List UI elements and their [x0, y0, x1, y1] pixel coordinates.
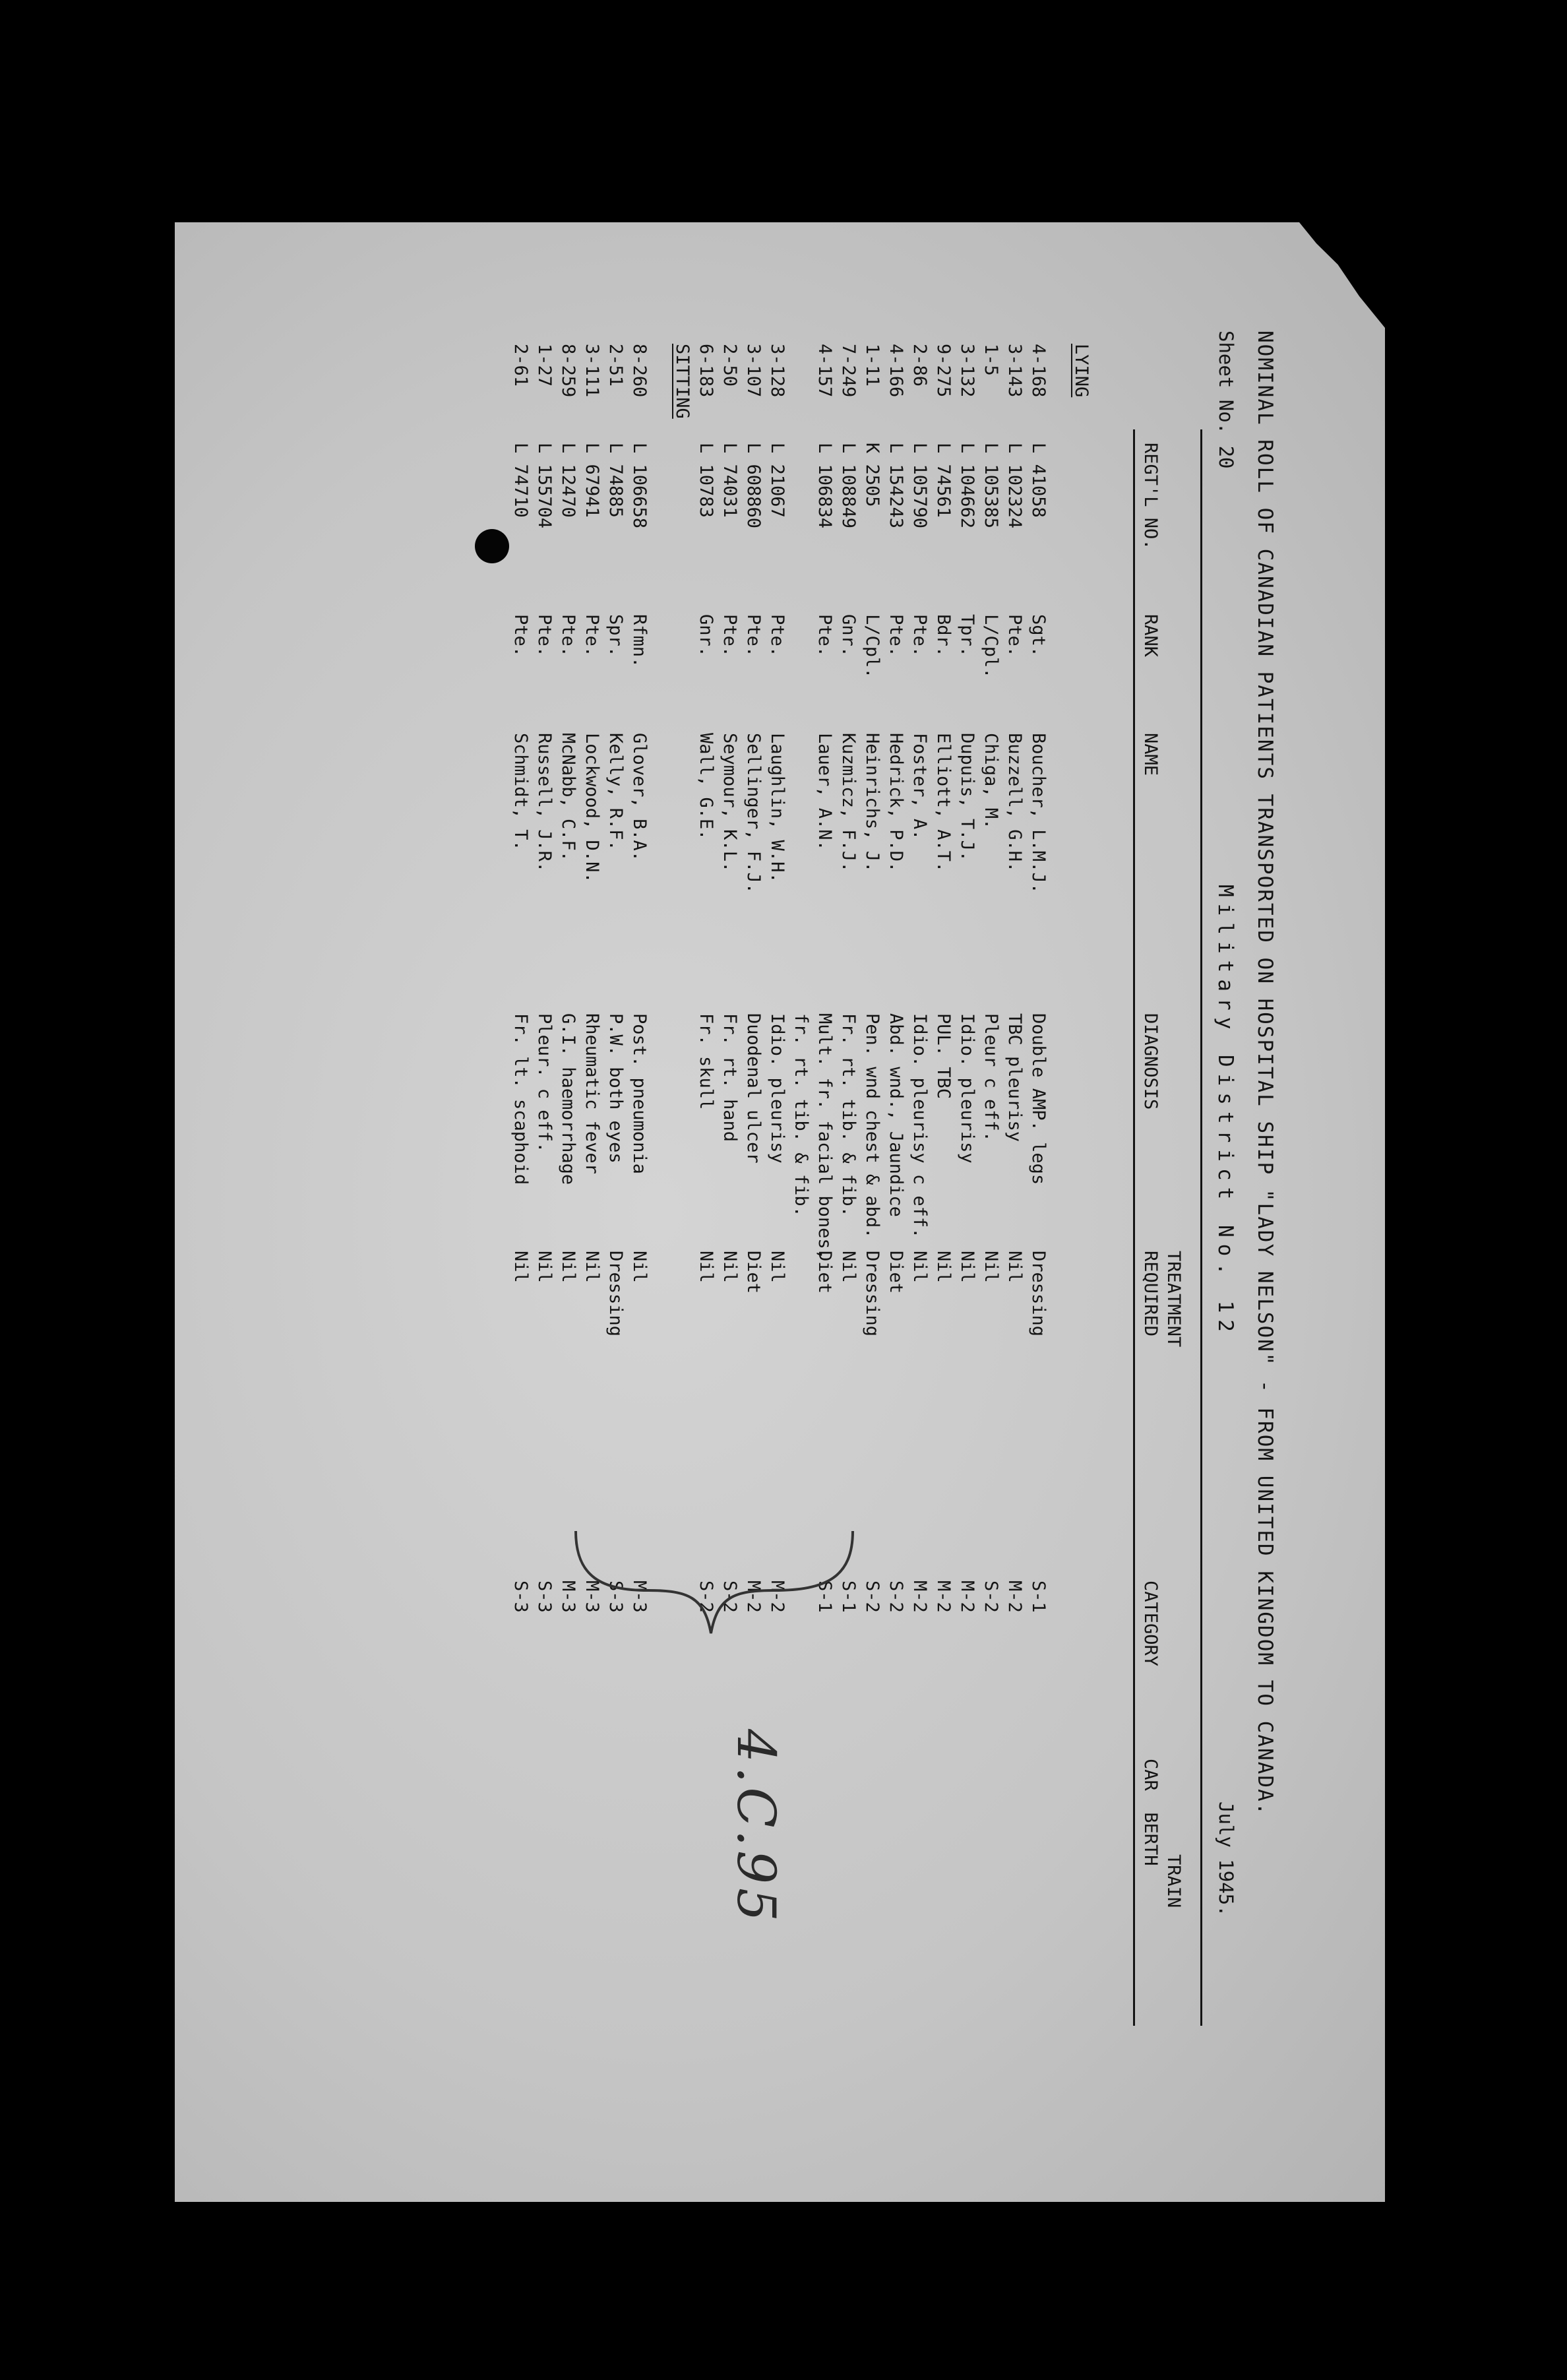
- cell-category: M-2: [1004, 1581, 1025, 1613]
- cell-treatment: Nil: [838, 1251, 859, 1283]
- cell-regtl: L 74885: [605, 443, 626, 518]
- cell-regtl: L 106658: [629, 443, 650, 529]
- cell-name: Hedrick, P.D.: [886, 733, 906, 873]
- section-label: LYING: [1071, 344, 1091, 398]
- cell-name: Glover, B.A.: [629, 733, 650, 862]
- cell-category: S-2: [886, 1581, 906, 1613]
- cell-treatment: Nil: [720, 1251, 740, 1283]
- cell-category: M-3: [629, 1581, 650, 1613]
- cell-rank: Pte.: [534, 614, 555, 658]
- cell-regtl: L 12470: [558, 443, 578, 518]
- cell-category: S-1: [838, 1581, 859, 1613]
- header-rank: RANK: [1140, 614, 1161, 658]
- cell-rank: Pte.: [510, 614, 531, 658]
- cell-treatment: Nil: [582, 1251, 602, 1283]
- cell-rank: Bdr.: [933, 614, 954, 658]
- cell-ref: 4-168: [1028, 344, 1049, 398]
- section-label: SITTING: [672, 344, 692, 419]
- cell-treatment: Nil: [558, 1251, 578, 1283]
- cell-rank: Pte.: [743, 614, 764, 658]
- cell-ref: 7-249: [838, 344, 859, 398]
- cell-ref: 9-275: [933, 344, 954, 398]
- cell-rank: L/Cpl.: [862, 614, 882, 679]
- cell-rank: Gnr.: [696, 614, 716, 658]
- cell-diagnosis: Idio. pleurisy c eff.: [909, 1013, 930, 1239]
- cell-diagnosis: Post. pneumonia: [629, 1013, 650, 1174]
- cell-treatment: Nil: [696, 1251, 716, 1283]
- cell-treatment: Nil: [909, 1251, 930, 1283]
- cell-name: Heinrichs, J.: [862, 733, 882, 873]
- cell-regtl: L 108849: [838, 443, 859, 529]
- cell-category: M-3: [558, 1581, 578, 1613]
- cell-treatment: Dressing: [1028, 1251, 1049, 1337]
- cell-regtl: L 74031: [720, 443, 740, 518]
- cell-category: M-2: [767, 1581, 787, 1613]
- cell-regtl: L 608860: [743, 443, 764, 529]
- header-name: NAME: [1140, 733, 1161, 776]
- cell-ref: 2-61: [510, 344, 531, 387]
- cell-category: M-2: [957, 1581, 977, 1613]
- cell-regtl: L 105385: [981, 443, 1001, 529]
- cell-ref: 4-157: [814, 344, 835, 398]
- handwritten-note: 4.C.95: [725, 1729, 787, 1926]
- cell-name: Wall, G.E.: [696, 733, 716, 840]
- cell-regtl: L 106834: [814, 443, 835, 529]
- cell-regtl: L 105790: [909, 443, 930, 529]
- cell-rank: Rfmn.: [629, 614, 650, 668]
- cell-ref: 4-166: [886, 344, 906, 398]
- cell-treatment: Nil: [957, 1251, 977, 1283]
- cell-name: Kelly, R.F.: [605, 733, 626, 851]
- cell-diagnosis: Double AMP. legs: [1028, 1013, 1049, 1185]
- cell-treatment: Dressing: [862, 1251, 882, 1337]
- cell-name: Laughlin, W.H.: [767, 733, 787, 883]
- cell-rank: Pte.: [558, 614, 578, 658]
- cell-diagnosis: Pleur. c eff.: [534, 1013, 555, 1153]
- header-diagnosis: DIAGNOSIS: [1140, 1013, 1161, 1110]
- document-date: July 1945.: [1215, 1801, 1237, 1917]
- cell-diagnosis: Duodenal ulcer: [743, 1013, 764, 1164]
- cell-name: Sellinger, F.J.: [743, 733, 764, 894]
- cell-diagnosis: TBC pleurisy: [1004, 1013, 1025, 1143]
- cell-rank: Pte.: [886, 614, 906, 658]
- cell-rank: Pte.: [814, 614, 835, 658]
- cell-category: S-3: [534, 1581, 555, 1613]
- header-rule-bottom: [1133, 429, 1135, 2026]
- cell-ref: 3-128: [767, 344, 787, 398]
- cell-diagnosis: Pen. wnd chest & abd.: [862, 1013, 882, 1239]
- cell-treatment: Diet: [814, 1251, 835, 1294]
- cell-ref: 2-51: [605, 344, 626, 387]
- cell-diagnosis: Pleur c eff.: [981, 1013, 1001, 1143]
- header-treatment-line1: TREATMENT: [1163, 1251, 1184, 1348]
- header-category: CATEGORY: [1140, 1581, 1161, 1667]
- header-train-line2: CAR BERTH: [1140, 1759, 1161, 1866]
- cell-name: Foster, A.: [909, 733, 930, 840]
- cell-diagnosis: Mult. fr. facial bones,: [814, 1013, 835, 1260]
- cell-category: S-2: [981, 1581, 1001, 1613]
- cell-diagnosis-continued: fr. rt. tib. & fib.: [791, 1013, 811, 1217]
- cell-regtl: L 104662: [957, 443, 977, 529]
- cell-ref: 2-86: [909, 344, 930, 387]
- cell-ref: 3-111: [582, 344, 602, 398]
- cell-rank: Pte.: [1004, 614, 1025, 658]
- cell-category: S-2: [862, 1581, 882, 1613]
- cell-regtl: L 10783: [696, 443, 716, 518]
- cell-name: McNabb, C.F.: [558, 733, 578, 862]
- cell-rank: Gnr.: [838, 614, 859, 658]
- cell-name: Russell, J.R.: [534, 733, 555, 873]
- cell-regtl: L 74710: [510, 443, 531, 518]
- cell-regtl: L 154243: [886, 443, 906, 529]
- cell-category: M-2: [909, 1581, 930, 1613]
- cell-name: Dupuis, T.J.: [957, 733, 977, 862]
- cell-treatment: Nil: [1004, 1251, 1025, 1283]
- cell-diagnosis: PUL. TBC: [933, 1013, 954, 1100]
- cell-diagnosis: Fr. lt. scaphoid: [510, 1013, 531, 1185]
- cell-ref: 1-11: [862, 344, 882, 387]
- cell-name: Lauer, A.N.: [814, 733, 835, 851]
- cell-category: S-3: [510, 1581, 531, 1613]
- cell-ref: 2-50: [720, 344, 740, 387]
- header-regtl-no: REGT'L NO.: [1140, 443, 1161, 550]
- cell-ref: 8-259: [558, 344, 578, 398]
- cell-rank: Sgt.: [1028, 614, 1049, 658]
- cell-category: S-2: [696, 1581, 716, 1613]
- cell-diagnosis: Fr. skull: [696, 1013, 716, 1110]
- cell-rank: Tpr.: [957, 614, 977, 658]
- cell-name: Elliott, A.T.: [933, 733, 954, 873]
- cell-rank: Pte.: [909, 614, 930, 658]
- cell-rank: Pte.: [767, 614, 787, 658]
- cell-treatment: Dressing: [605, 1251, 626, 1337]
- sheet-number: Sheet No. 20: [1215, 330, 1237, 469]
- cell-category: S-3: [605, 1581, 626, 1613]
- cell-rank: L/Cpl.: [981, 614, 1001, 679]
- cell-category: M-2: [743, 1581, 764, 1613]
- cell-ref: 6-183: [696, 344, 716, 398]
- torn-corner: [1299, 222, 1385, 328]
- cell-name: Boucher, L.M.J.: [1028, 733, 1049, 894]
- cell-regtl: L 102324: [1004, 443, 1025, 529]
- cell-rank: Spr.: [605, 614, 626, 658]
- header-treatment-line2: REQUIRED: [1140, 1251, 1161, 1337]
- cell-ref: 1-27: [534, 344, 555, 387]
- header-train-line1: TRAIN: [1163, 1854, 1184, 1908]
- cell-regtl: L 74561: [933, 443, 954, 518]
- cell-regtl: L 67941: [582, 443, 602, 518]
- cell-ref: 3-107: [743, 344, 764, 398]
- cell-treatment: Nil: [629, 1251, 650, 1283]
- cell-diagnosis: Fr. rt. hand: [720, 1013, 740, 1143]
- cell-diagnosis: Rheumatic fever: [582, 1013, 602, 1174]
- cell-ref: 3-132: [957, 344, 977, 398]
- cell-regtl: L 41058: [1028, 443, 1049, 518]
- cell-name: Chiga, M.: [981, 733, 1001, 830]
- cell-diagnosis: Idio. pleurisy: [767, 1013, 787, 1164]
- cell-treatment: Nil: [534, 1251, 555, 1283]
- cell-diagnosis: P.W. both eyes: [605, 1013, 626, 1164]
- cell-regtl: K 2505: [862, 443, 882, 507]
- cell-treatment: Diet: [743, 1251, 764, 1294]
- cell-category: S-1: [1028, 1581, 1049, 1613]
- rotated-text-layer: [352, 330, 1275, 2046]
- cell-name: Buzzell, G.H.: [1004, 733, 1025, 873]
- cell-regtl: L 155704: [534, 443, 555, 529]
- cell-diagnosis: Abd. wnd., Jaundice: [886, 1013, 906, 1217]
- cell-category: M-3: [582, 1581, 602, 1613]
- cell-regtl: L 21067: [767, 443, 787, 518]
- cell-diagnosis: Idio. pleurisy: [957, 1013, 977, 1164]
- cell-ref: 1-5: [981, 344, 1001, 376]
- cell-treatment: Nil: [933, 1251, 954, 1283]
- cell-category: M-2: [933, 1581, 954, 1613]
- cell-ref: 8-260: [629, 344, 650, 398]
- cell-rank: Pte.: [720, 614, 740, 658]
- cell-category: S-1: [814, 1581, 835, 1613]
- cell-treatment: Nil: [767, 1251, 787, 1283]
- cell-treatment: Diet: [886, 1251, 906, 1294]
- cell-category: S-2: [720, 1581, 740, 1613]
- cell-name: Schmidt, T.: [510, 733, 531, 851]
- cell-rank: Pte.: [582, 614, 602, 658]
- document-title: NOMINAL ROLL OF CANADIAN PATIENTS TRANSPORTED ON HOSPITAL SHIP "LADY NELSON" - FROM UNITED KINGDOM TO CANADA.: [1253, 330, 1277, 1817]
- cell-diagnosis: Fr. rt. tib. & fib.: [838, 1013, 859, 1217]
- cell-name: Seymour, K.L.: [720, 733, 740, 873]
- cell-treatment: Nil: [510, 1251, 531, 1283]
- cell-diagnosis: G.I. haemorrhage: [558, 1013, 578, 1185]
- cell-name: Kuzmicz, F.J.: [838, 733, 859, 873]
- handwritten-brace: [563, 1518, 866, 1689]
- cell-ref: 3-143: [1004, 344, 1025, 398]
- cell-treatment: Nil: [981, 1251, 1001, 1283]
- header-rule-top: [1200, 429, 1202, 2026]
- cell-name: Lockwood, D.N.: [582, 733, 602, 883]
- military-district: Military District No. 12: [1214, 885, 1237, 1338]
